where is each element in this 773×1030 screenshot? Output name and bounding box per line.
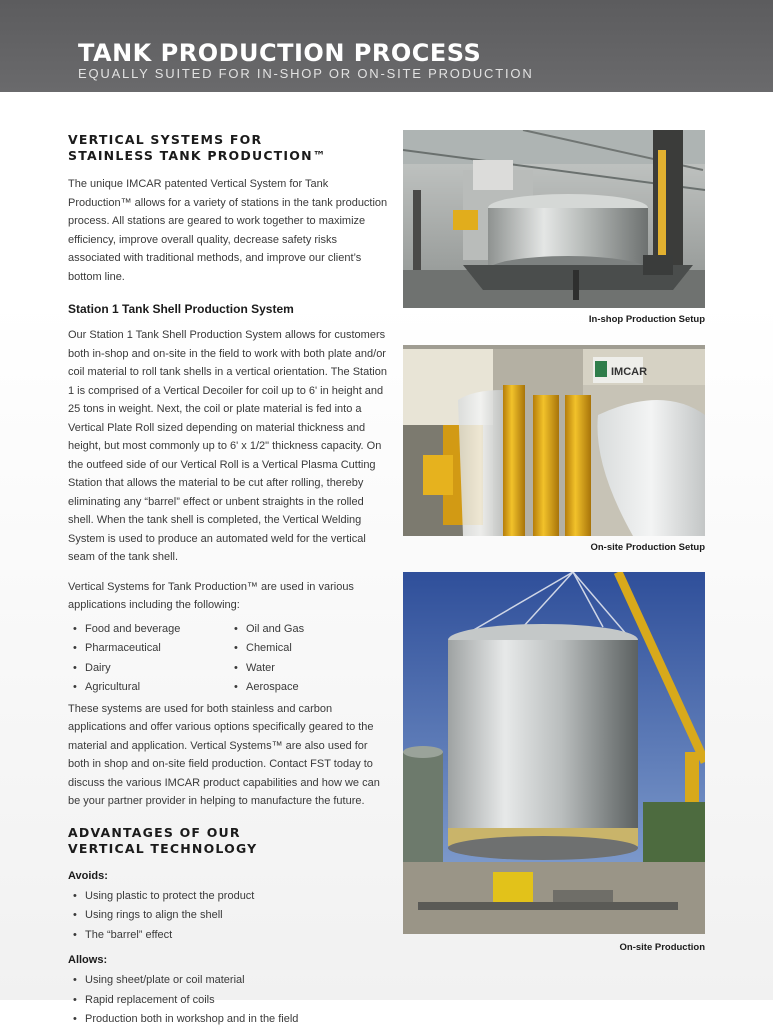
closing-paragraph: These systems are used for both stainless and carbon applications and offer various options specifically geared to the material and application. Vertical Systems™ are also used for both in shop and on-site field production. Contact FST today to discuss the various IMCAR product capabilities and how we can be your partner provider in helping to manufacture the future. <box>68 702 380 807</box>
page-subtitle: EQUALLY SUITED FOR IN-SHOP OR ON-SITE PRODUCTION <box>78 66 534 81</box>
allows-list <box>68 971 390 1030</box>
allows-label: Allows: <box>68 954 108 966</box>
photo1-caption: In-shop Production Setup <box>588 314 705 325</box>
list-item: • The “barrel” effect <box>68 926 390 946</box>
list-item: • Agricultural <box>68 678 229 698</box>
applications-intro: Vertical Systems for Tank Production™ are used in various applications including the following: <box>68 580 354 611</box>
imcar-sign: IMCAR <box>611 366 648 378</box>
section-heading-advantages: ADVANTAGES OF OUR VERTICAL TECHNOLOGY <box>68 824 258 856</box>
on-site-production-setup-photo <box>403 345 705 536</box>
avoids-label: Avoids: <box>68 869 108 882</box>
photo2-caption: On-site Production Setup <box>590 542 705 553</box>
page-title: TANK PRODUCTION PROCESS <box>78 39 482 67</box>
in-shop-production-photo <box>403 130 705 308</box>
photo3-caption: On-site Production <box>619 942 705 953</box>
list-item: • Pharmaceutical <box>68 639 229 659</box>
list-item: • Aerospace <box>229 678 390 698</box>
list-item: • Dairy <box>68 659 229 679</box>
list-item: • Chemical <box>229 639 390 659</box>
intro-paragraph: The unique IMCAR patented Vertical System for Tank Production™ allows for a variety of stations in the tank production process. All stations are geared to work together to maximize efficiency, improve overall quality, decrease safety risks associated with traditional methods, and improve our client’s bottom line. <box>68 178 388 283</box>
station-heading: Station 1 Tank Shell Production System <box>68 302 294 316</box>
applications-list-left <box>68 620 229 698</box>
list-item: • Using rings to align the shell <box>68 906 390 926</box>
list-item: • Production both in workshop and in the field <box>68 1010 390 1030</box>
page-header <box>0 0 773 92</box>
list-item: • Food and beverage <box>68 620 229 640</box>
main-text-column <box>68 132 390 1030</box>
on-site-production-photo <box>403 572 705 934</box>
applications-list-right <box>229 620 390 698</box>
applications-list <box>68 620 390 698</box>
avoids-list <box>68 887 390 946</box>
list-item: • Using plastic to protect the product <box>68 887 390 907</box>
list-item: • Using sheet/plate or coil material <box>68 971 390 991</box>
list-item: • Water <box>229 659 390 679</box>
station-paragraph: Our Station 1 Tank Shell Production System allows for customers both in-shop and on-site in the field to work with both plate and/or coil material to roll tank shells in a vertical orientation. The Station 1 is comprised of a Vertical Decoiler for coil up to 6' in height and 25 tons in weight. Next, the coil or plate material is fed into a Vertical Plate Roll sized depending on material thickness and height, but most commonly up to 6' x 1/2" thickness capacity. On the outfeed side of our Vertical Roll is a Vertical Plasma Cutting Station that allows the material to be cut after rolling, thereby eliminating any “barrel” effect or unbent straights in the rolled shell. When the tank shell is completed, the Vertical Welding System is used to produce an automated weld for the vertical seam of the tank shell. <box>68 329 387 563</box>
list-item: • Oil and Gas <box>229 620 390 640</box>
section-heading-vertical-systems: VERTICAL SYSTEMS FOR STAINLESS TANK PRODUCTION™ <box>68 132 327 163</box>
list-item: • Rapid replacement of coils <box>68 991 390 1011</box>
